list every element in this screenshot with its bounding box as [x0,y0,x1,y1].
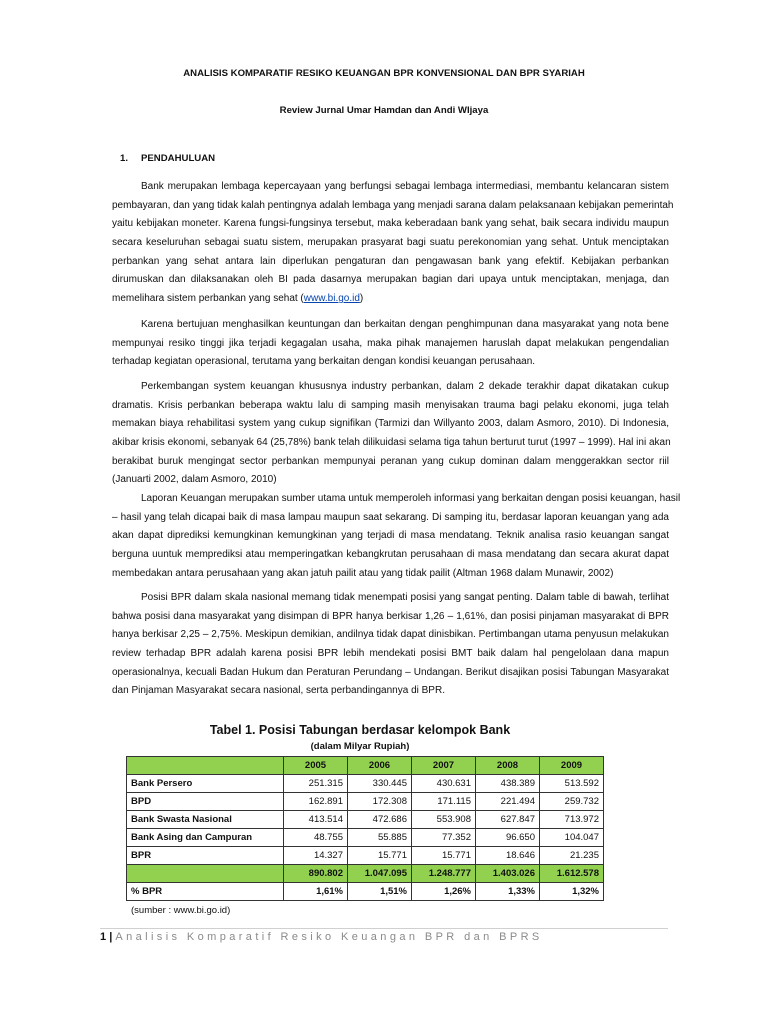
text-line [112,527,669,546]
line-text: Laporan Keuangan merupakan sumber utama untuk memperoleh informasi yang berkaitan dengan posisi keuangan, hasil [141,493,681,504]
value-cell: 172.308 [348,793,412,811]
line-text: perbankan yang sehat antara lain diperlukan pengaturan dan pengawasan bank yang efektif. Kebijakan perbankan [112,255,669,267]
table-row [127,883,604,901]
value-cell: 14.327 [284,847,348,865]
value-cell: 713.972 [540,811,604,829]
line-text: bahwa posisi dana masyarakat yang disimpan di BPR hanya berkisar 1,26 – 1,61%, dan posisi pinjaman masyarakat di BPR [112,610,669,622]
row-label: Bank Asing dan Campuran [127,829,284,847]
line-text: dramatis. Krisis perbankan beberapa waktu lalu di samping masih menyisakan trauma bagi pelaku ekonomi, juga telah [112,399,669,411]
percent-cell: 1,33% [476,883,540,901]
text-line [112,415,669,434]
value-cell: 171.115 [412,793,476,811]
table-row [127,847,604,865]
text-line [112,471,669,490]
row-label: Bank Swasta Nasional [127,811,284,829]
line-text: operasionalnya, kecuali Badan Hukum dan Peraturan Perundang – Undangan. Berikut disajikan posisi Tabungan Masyarakat [112,666,669,678]
paragraph [112,490,681,583]
value-cell: 48.755 [284,829,348,847]
document-subtitle: Review Jurnal Umar Hamdan dan Andi WIjaya [279,105,489,116]
table-title: Tabel 1. Posisi Tabungan berdasar kelompok Bank [209,723,511,737]
year-header: 2005 [284,757,348,775]
value-cell: 15.771 [348,847,412,865]
table-row [127,811,604,829]
value-cell: 96.650 [476,829,540,847]
text-line [112,546,669,565]
line-text: dan Pinjaman Masyarakat secara nasional, serta perbandingannya di BPR. [112,685,445,697]
line-text: akan dapat diprediksi kemungkinan kemungkinan yang terjadi di masa mendatang. Teknik analisa rasio keuangan sangat [112,530,669,542]
value-cell: 77.352 [412,829,476,847]
text-line [112,271,669,290]
line-text: Karena bertujuan menghasilkan keuntungan dan berkaitan dengan penghimpunan dana masyarakat yang nota bene [141,319,669,330]
percent-cell: 1,26% [412,883,476,901]
value-cell: 438.389 [476,775,540,793]
value-cell: 18.646 [476,847,540,865]
footer-divider [100,928,668,929]
row-label: Bank Persero [127,775,284,793]
table-row [127,829,604,847]
value-cell: 221.494 [476,793,540,811]
text-line [112,434,669,453]
line-text: Posisi BPR dalam skala nasional memang tidak menempati posisi yang sangat penting. Dalam table di bawah, terlihat [141,592,669,603]
text-line [112,397,669,416]
text-line [112,290,669,309]
total-cell: 1.047.095 [348,865,412,883]
text-line [112,378,669,397]
total-cell: 1.248.777 [412,865,476,883]
text-line [112,490,681,509]
text-line [112,335,669,354]
line-text: berakibat buruk mengingat sector perbankan mempunyai peranan yang cukup dominan dalam menggerakkan sector riil [112,455,669,467]
footer-text: Analisis Komparatif Resiko Keuangan BPR dan BPRS [115,931,543,943]
text-line [112,565,669,584]
value-cell: 55.885 [348,829,412,847]
total-cell: 1.403.026 [476,865,540,883]
text-line [112,608,669,627]
line-text: (Januarti 2002, dalam Asmoro, 2010) [112,474,277,486]
value-cell: 15.771 [412,847,476,865]
line-text: memakan biaya rehabilitasi system yang cukup signifikan (Tarmizi dan Willyanto 2003, dalam Asmoro, 2010). Di Indonesia, [112,418,669,430]
line-text: memelihara sistem perbankan yang sehat ( [112,293,304,305]
savings-table [126,756,604,901]
text-line [112,664,669,683]
table-row [127,793,604,811]
value-cell: 513.592 [540,775,604,793]
line-text: Perkembangan system keuangan khususnya industry perbankan, dalam 2 dekade terakhir dapat dikatakan cukup [141,381,669,392]
line-text: terhadap kegiatan operasional, terutama yang berkaitan dengan kondisi keuangan perusahaan. [112,356,536,368]
line-text: hanya berkisar 2,25 – 2,75%. Meskipun demikian, andilnya tidak dapat dinisbikan. Pertimbangan utama penyusun melakukan [112,629,669,641]
line-text: akibar krisis ekonomi, sebanyak 64 (25,78%) bank telah dilikuidasi selama tiga tahun berturut turut (1997 – 1999). Hal ini akan [112,437,671,449]
percent-cell: 1,32% [540,883,604,901]
table-unit: (dalam Milyar Rupiah) [310,741,410,752]
line-text: pembayaran, dan yang tidak kalah pentingnya adalah lembaga yang menjadi sarana dalam pelaksanaan kebijakan pemerintah [112,199,674,211]
document-title: ANALISIS KOMPARATIF RESIKO KEUANGAN BPR KONVENSIONAL DAN BPR SYARIAH [183,68,585,79]
year-header: 2008 [476,757,540,775]
total-cell: 1.612.578 [540,865,604,883]
value-cell: 259.732 [540,793,604,811]
paragraph [112,316,669,372]
value-cell: 162.891 [284,793,348,811]
text-line [112,453,669,472]
text-line [112,215,669,234]
table-source: (sumber : www.bi.go.id) [131,905,231,916]
section-title: PENDAHULUAN [141,153,216,164]
value-cell: 553.908 [412,811,476,829]
line-text: dirumuskan dan dilaksanakan oleh BI pada dasarnya merupakan bagian dari upaya untuk menciptakan, menjaga, dan [112,274,669,286]
value-cell: 251.315 [284,775,348,793]
row-label: BPD [127,793,284,811]
text-line [112,626,669,645]
line-text: yaitu kebijakan moneter. Karena fungsi-fungsinya tersebut, maka keberadaan bank yang sehat, baik secara individu maupun [112,218,669,230]
table-row [127,865,604,883]
total-label-cell [127,865,284,883]
text-line [112,197,674,216]
value-cell: 472.686 [348,811,412,829]
percent-cell: 1,61% [284,883,348,901]
value-cell: 627.847 [476,811,540,829]
footer-separator: | [109,931,113,943]
line-text: membedakan antara perusahaan yang akan jatuh pailit atau yang tidak pailit (Altman 1968 dalam Munawir, 2002) [112,567,614,579]
text-line [112,589,669,608]
section-number: 1. [120,153,129,164]
text-line [112,509,669,528]
paragraph [112,178,674,309]
percent-cell: 1,51% [348,883,412,901]
paragraph [112,589,669,701]
text-line [112,645,669,664]
line-text: secara keseluruhan sebagai suatu sistem, merupakan prasyarat bagi suatu perekonomian yang sehat. Untuk menciptakan [112,237,669,249]
text-line [112,178,669,197]
page-number: 1 [100,931,107,943]
paragraph [112,378,669,490]
line-text: ) [359,293,364,305]
line-text: berguna uuntuk memprediksi atau memperingatkan kebangkrutan perusahaan di masa mendatang dan secara akurat dapat [112,549,669,561]
line-text: review terhadap BPR adalah karena posisi BPR lebih mendekati posisi BMT baik dalam hal pengelolaan dana mapun [112,648,669,660]
year-header: 2007 [412,757,476,775]
text-line [112,682,669,701]
value-cell: 21.235 [540,847,604,865]
year-header: 2006 [348,757,412,775]
text-line [112,234,669,253]
bi-website-link[interactable]: www.bi.go.id [303,293,360,305]
row-label: BPR [127,847,284,865]
value-cell: 330.445 [348,775,412,793]
page-footer [100,931,543,943]
text-line [112,316,669,335]
total-cell: 890.802 [284,865,348,883]
line-text: Bank merupakan lembaga kepercayaan yang berfungsi sebagai lembaga intermediasi, membantu kelancaran sistem [141,181,669,192]
value-cell: 430.631 [412,775,476,793]
line-text: – hasil yang telah dicapai baik di masa lampau maupun saat sekarang. Di samping itu, berdasar laporan keuangan yang ada [112,511,669,523]
text-line [112,253,669,272]
table-row [127,775,604,793]
table-row [127,757,604,775]
line-text: mempunyai resiko tinggi jika terjadi kegagalan usaha, maka pihak manajemen haruslah dapat melakukan pengendalian [112,337,669,349]
row-label: % BPR [127,883,284,901]
year-header: 2009 [540,757,604,775]
header-corner-cell [127,757,284,775]
value-cell: 104.047 [540,829,604,847]
value-cell: 413.514 [284,811,348,829]
text-line [112,353,669,372]
